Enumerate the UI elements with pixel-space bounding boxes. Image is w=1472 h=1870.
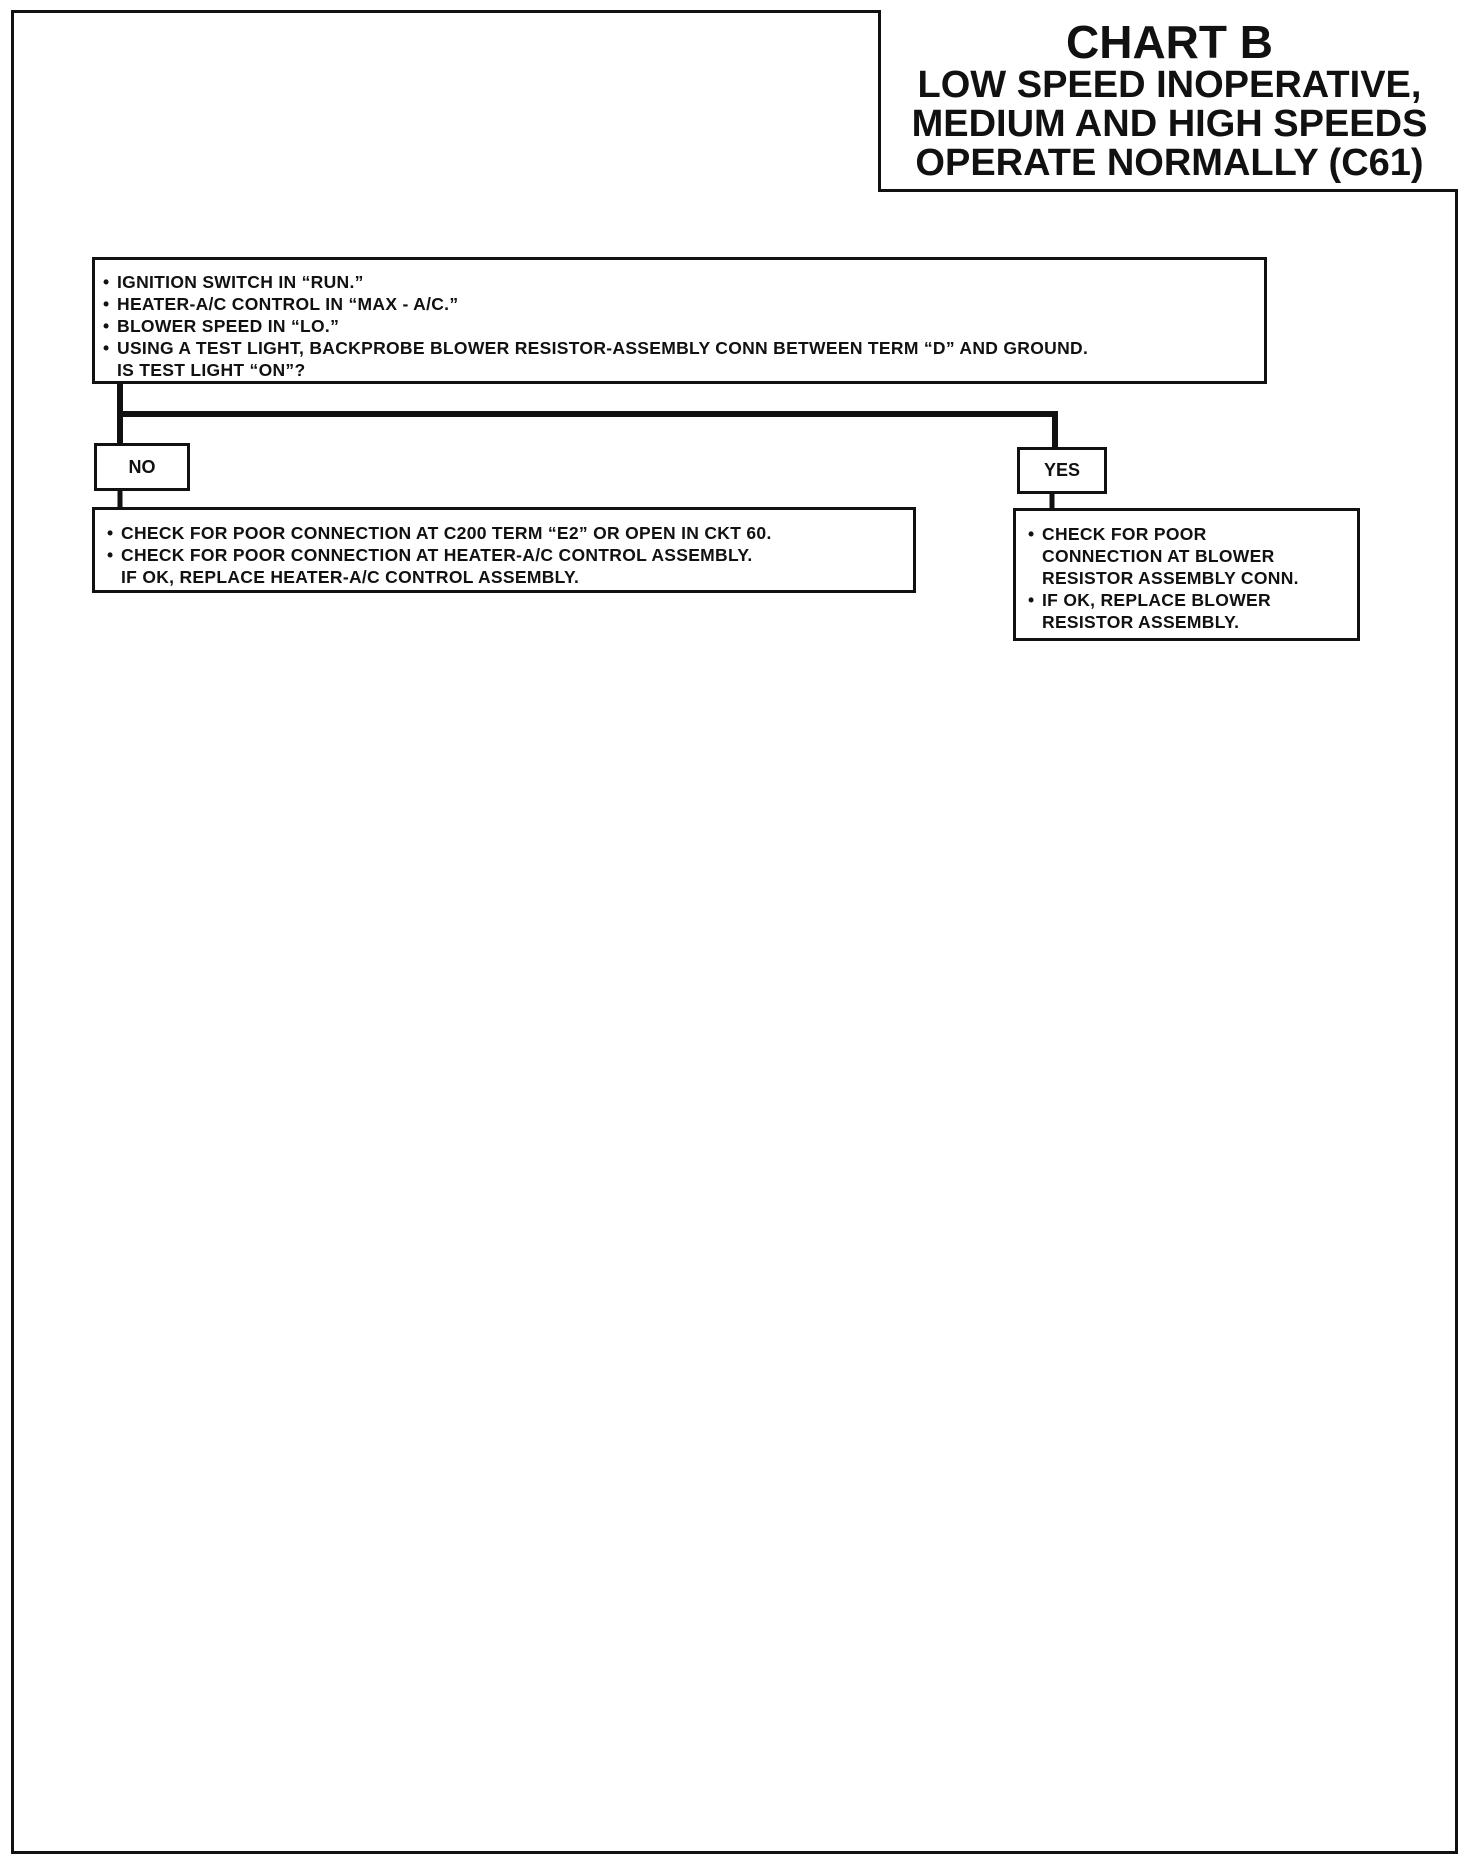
no-result-item-1: • CHECK FOR POOR CONNECTION AT C200 TERM “E2” OR OPEN IN CKT 60. xyxy=(105,522,913,544)
yes-result-item-1-line-3: RESISTOR ASSEMBLY CONN. xyxy=(1042,568,1299,588)
chart-title: CHART B xyxy=(1066,16,1273,68)
yes-branch-label: YES xyxy=(1017,447,1107,494)
yes-branch-result-box xyxy=(1013,508,1360,641)
chart-subtitle-line-3: OPERATE NORMALLY (C61) xyxy=(915,142,1424,184)
start-step-item-1: • IGNITION SWITCH IN “RUN.” xyxy=(101,271,1264,293)
yes-result-item-2-line-1: • IF OK, REPLACE BLOWER xyxy=(1042,590,1271,610)
no-result-item-2: • CHECK FOR POOR CONNECTION AT HEATER-A/C CONTROL ASSEMBLY. xyxy=(105,544,913,566)
yes-result-item-1 xyxy=(1026,523,1357,589)
start-step-item-2: • HEATER-A/C CONTROL IN “MAX - A/C.” xyxy=(101,293,1264,315)
start-step-box xyxy=(92,257,1267,384)
chart-subtitle-line-1: LOW SPEED INOPERATIVE, xyxy=(917,64,1422,106)
start-step-question: IS TEST LIGHT “ON”? xyxy=(117,360,306,380)
no-branch-label: NO xyxy=(94,443,190,491)
no-result-continuation: IF OK, REPLACE HEATER-A/C CONTROL ASSEMBLY. xyxy=(121,567,580,587)
yes-result-item-2 xyxy=(1026,589,1357,633)
chart-subtitle-line-2: MEDIUM AND HIGH SPEEDS xyxy=(911,103,1428,145)
yes-result-item-1-line-2: CONNECTION AT BLOWER xyxy=(1042,546,1275,566)
no-branch-result-box xyxy=(92,507,916,593)
yes-result-item-1-line-1: • CHECK FOR POOR xyxy=(1042,524,1207,544)
start-step-item-4: • USING A TEST LIGHT, BACKPROBE BLOWER RESISTOR-ASSEMBLY CONN BETWEEN TERM “D” AND GROUND. xyxy=(101,337,1264,359)
yes-result-item-2-line-2: RESISTOR ASSEMBLY. xyxy=(1042,612,1240,632)
start-step-item-3: • BLOWER SPEED IN “LO.” xyxy=(101,315,1264,337)
